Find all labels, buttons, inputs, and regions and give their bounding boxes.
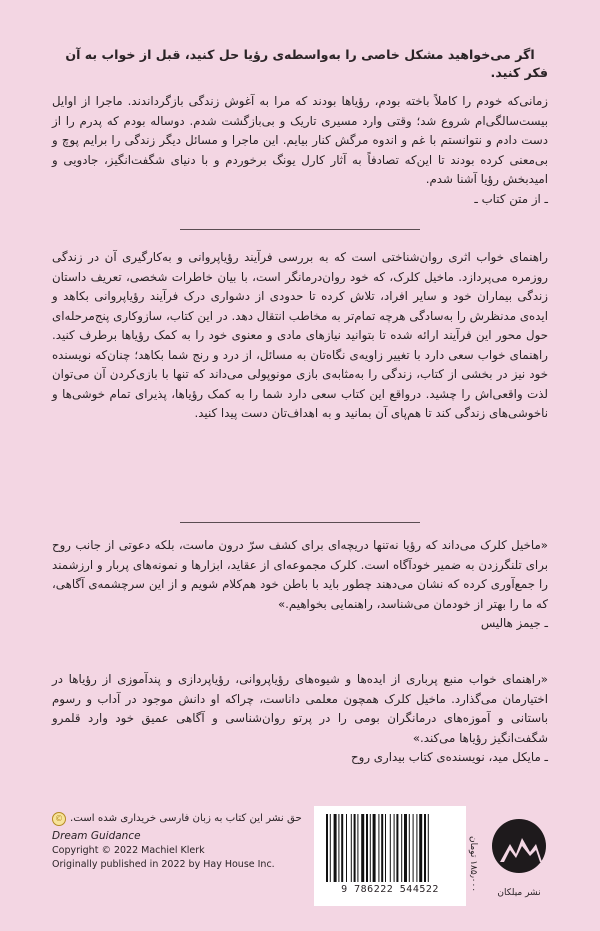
publisher-name: نشر میلکان [497, 888, 541, 898]
quote-text: «راهنمای خواب منبع پرباری از ایده‌ها و شیوه‌های رؤیاپروانی، رؤیاپردازی و پندآموزی از رؤیاها در اختیارمان می‌گذارد. ماخیل کلرک همچون معلمی داناست، چراکه او دانش موجود در آداب و رسوم باستانی و آموزه‌های درمانگران بومی را در پرتو روان‌شناسی و آگاهی عمیق خود وارد قلمرو شگفت‌انگیز رؤیاها می‌کند.» [52, 672, 548, 745]
quote-author: ـ مایکل مید، نویسنده‌ی کتاب بیداری روح [351, 750, 548, 764]
price: ۱۸۵٫۰۰۰ تومان [468, 836, 478, 893]
divider [180, 229, 420, 230]
rights-notice [52, 812, 352, 826]
original-publication: Originally published in 2022 by Hay House Inc. [52, 859, 275, 870]
rights-text: حق نشر این کتاب به زبان فارسی خریداری شده است. [70, 813, 302, 824]
quote-block [52, 536, 548, 634]
quote-author: ـ جیمز هالیس [480, 616, 548, 630]
barcode-bars [324, 814, 456, 882]
quote-text: «ماخیل کلرک می‌داند که رؤیا نه‌تنها دریچه‌ای برای کشف سرّ درون ماست، بلکه دعوتی از جانب روح برای تلنگرزدن به ضمیر خودآگاه است. کلرک مجموعه‌ای از عقاید، ابزارها و نمونه‌های پربار و ارزشمند را جمع‌آوری کرده که نشان می‌دهند چطور باید با باطن خود هم‌کلام شویم و از این سرچشمه‌ی آگاهی، که ما را بهتر از خودمان می‌شناسد، راهنمایی بخواهیم.» [52, 538, 548, 611]
description: راهنمای خواب اثری روان‌شناختی است که به بررسی فرآیند رؤیاپروانی و به‌کارگیری آن در زندگی روزمره می‌پردازد. ماخیل کلرک، که خود روان‌درمانگر است، با بیان خاطرات شخصی، تعریف داستان زندگی بیماران خود و سایر افراد، تلاش کرده تا حدودی از دشواری درک فرآیند رؤیاپروانی بکاهد و ایده‌ی مدنظرش را به‌سادگی هرچه تمام‌تر به مخاطب انتقال دهد. در این کتاب، سازوکاری پنج‌مرحله‌ای حول محور این فرآیند ارائه شده تا بتوانید نیازهای مادی و معنوی خود را به کمک رؤیاها برطرف کنید. راهنمای خواب سعی دارد با تغییر زاویه‌ی نگاه‌تان به مسائل، از درد و رنج شما بکاهد؛ چنان‌که نویسنده خود نیز در بخشی از کتاب، زندگی را به‌مثابه‌ی بازی مونوپولی می‌داند که تنها با بازی‌کردن آن می‌توان لذت واقعی‌اش را چشید. درواقع این کتاب سعی دارد شما را به کمک رؤیاها، پذیرای تمام خوشی‌ها و ناخوشی‌های زندگی کند تا هم‌پای آن بمانید و به اهداف‌تان دست پیدا کنید. [52, 250, 548, 420]
quote-block [52, 670, 548, 768]
mountain-icon [490, 814, 548, 882]
excerpt-text: زمانی‌که خودم را کاملاً باخته بودم، رؤیاها بودند که مرا به آغوش زندگی بازگرداندند. ماجرا از اوایل بیست‌سالگی‌ام شروع شد؛ وقتی وارد مسیری تاریک و بی‌بازگشت شدم. دوساله بودم که پدرم را از دست دادم و نتوانستم با غم و اندوه مرگش کنار بیایم. این ماجرا و مسائل دیگر زندگی را برایم پوچ و بی‌معنی کرده بودند تا این‌که تصادفاً به آثار کارل یونگ برخوردم و با دنیای شگفت‌انگیز، جادویی و امیدبخش رؤیا آشنا شدم. [52, 94, 548, 186]
divider [180, 522, 420, 523]
publisher-logo [490, 814, 548, 898]
copyright-line: Copyright © 2022 Machiel Klerk [52, 845, 205, 856]
footer [52, 806, 548, 906]
excerpt-block [52, 92, 548, 209]
excerpt-source: ـ از متن کتاب ـ [474, 191, 548, 206]
headline: اگر می‌خواهید مشکل خاصی را به‌واسطه‌ی رؤیا حل کنید، قبل از خواب به آن فکر کنید. [65, 47, 548, 80]
copyright-icon: © [52, 812, 66, 826]
original-title: Dream Guidance [52, 830, 141, 842]
isbn: 9 786222 544522 [341, 884, 439, 895]
barcode [314, 806, 478, 906]
